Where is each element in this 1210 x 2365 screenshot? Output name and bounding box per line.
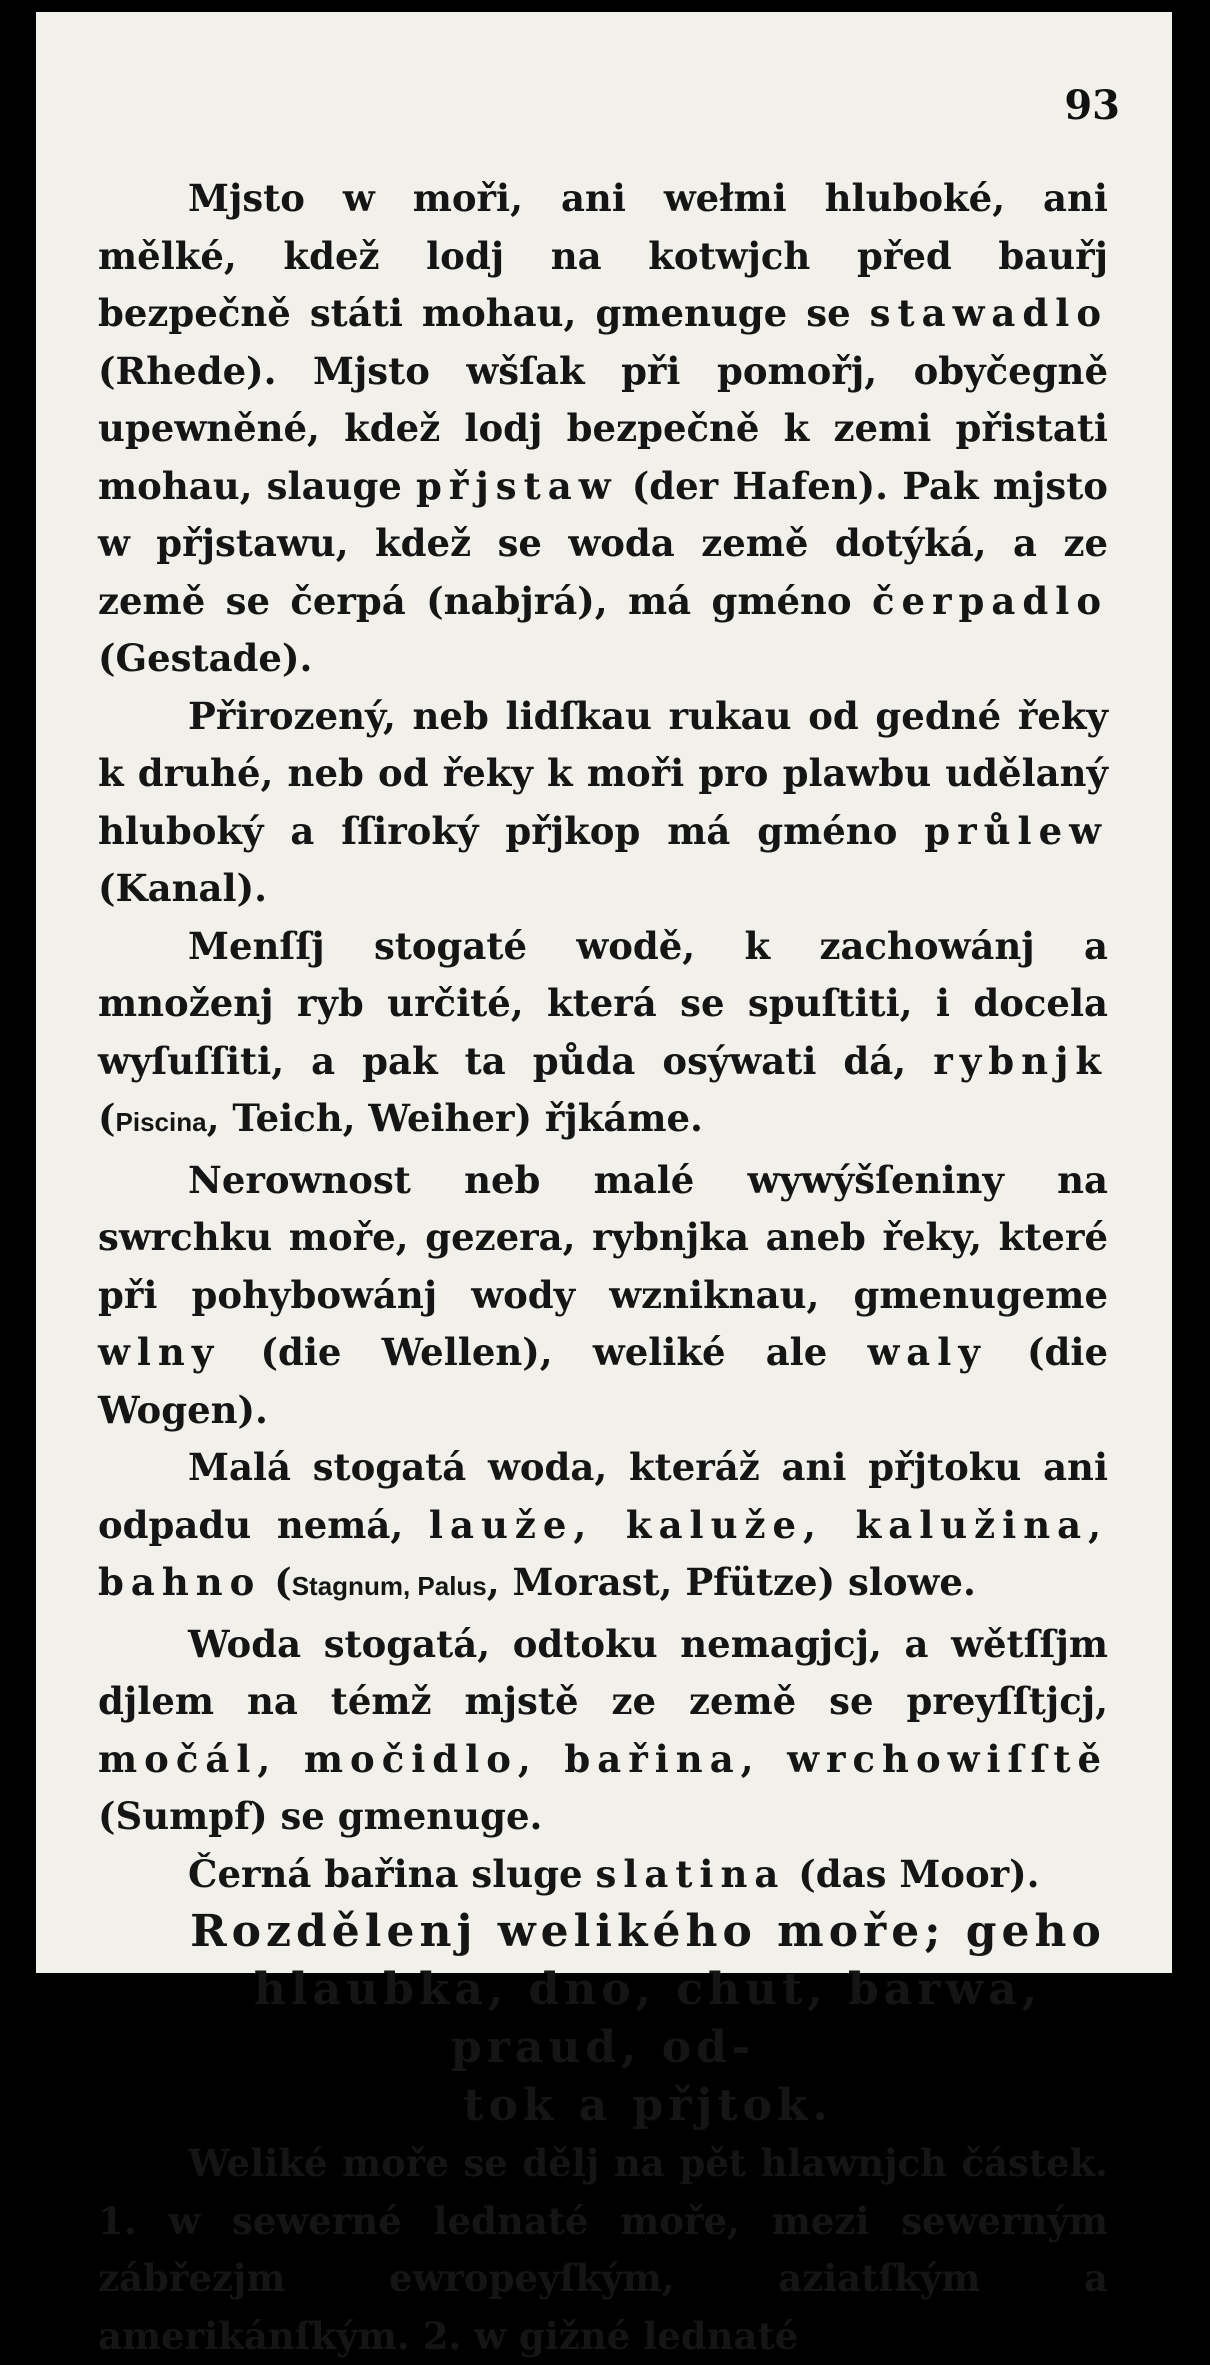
text-run: Woda stogatá, odtoku nemagjcj, a wětſſjm djlem na témž mjstě ze země se preyſſtjcj, [98, 1621, 1108, 1723]
spaced-term: lauže, kaluže, kalužina, bahno [98, 1502, 1108, 1604]
paragraph [98, 170, 1108, 688]
spaced-term: rybnjk [933, 1038, 1108, 1083]
spaced-term: wlny [98, 1330, 221, 1374]
latin-term: Stagnum, Palus [291, 1571, 487, 1601]
text-run: Černá bařina sluge [188, 1851, 596, 1896]
text-run: (Sumpf) se gmenuge. [98, 1794, 543, 1838]
section-heading [98, 1903, 1108, 2135]
text-run: ( [98, 1096, 116, 1140]
text-run: (das Moor). [785, 1851, 1040, 1896]
spaced-term: přjstaw [416, 463, 618, 508]
text-run: (Rhede). Mjsto wšſak při pomořj, obyčegně upewněné, kdež lodj bezpečně k zemi přistati mohau, slauge [98, 348, 1108, 508]
section-heading-line: Rozdělenj welikého moře; geho [190, 1906, 1106, 1957]
text-run: , Teich, Weiher) řjkáme. [206, 1096, 703, 1140]
latin-term: Piscina [115, 1107, 207, 1137]
paragraph [98, 688, 1108, 918]
text-run: Mjsto w moři, ani wełmi hluboké, ani mělké, kdež lodj na kotwjch před bauřj bezpečně státi mohau, gmenuge se [98, 176, 1108, 335]
text-run: Menſſj stogaté wodě, k zachowánj a množenj ryb určité, která se spuſtiti, i docela wyſuſſiti, a pak ta půda osýwati dá, [98, 923, 1108, 1083]
section-heading-line: tok a přjtok. [463, 2080, 833, 2131]
text-run: ( [261, 1560, 292, 1604]
spaced-term: čerpadlo [871, 578, 1108, 623]
spaced-term: slatina [595, 1851, 786, 1896]
spaced-term: průlew [924, 808, 1108, 853]
paragraph [98, 1439, 1108, 1616]
text-run: Nerownost neb malé wywýšſeniny na swrchku moře, gezera, rybnjka aneb řeky, které při pohybowánj wody wzniknau, gmenugeme [98, 1157, 1108, 1317]
text-run: (die Wellen), weliké ale [220, 1330, 868, 1374]
book-page [36, 12, 1172, 2358]
spaced-term: waly [867, 1330, 987, 1374]
paragraph [98, 2135, 1108, 2365]
paragraph [98, 1616, 1108, 1846]
text-run: Přirozený, neb lidſkau rukau od gedné řeky k druhé, neb od řeky k moři pro plawbu udělaný hluboký a ſſiroký přjkop má gméno [98, 693, 1108, 853]
text-run: Weliké moře se dělj na pět hlawnjch částek. 1. w sewerné lednaté moře, mezi sewerným zábřezjm ewropeyſkým, aziatſkým a amerikánſkým. 2. w gižné lednaté [98, 2141, 1108, 2358]
text-run: (Kanal). [98, 866, 267, 910]
paragraph [98, 918, 1108, 1152]
paragraph [98, 1152, 1108, 1440]
spaced-term: stawadlo [869, 291, 1108, 335]
spaced-term: močál, močidlo, bařina, wrchowiſſtě [98, 1736, 1108, 1781]
paragraph [98, 1846, 1108, 1904]
text-run: (Gestade). [98, 636, 313, 680]
body-text [98, 170, 1108, 2365]
text-run: , Morast, Pfütze) slowe. [486, 1560, 976, 1604]
section-heading-line: hlaubka, dno, chut, barwa, praud, od- [253, 1964, 1043, 2073]
text-run: (der Hafen). Pak mjsto w přjstawu, kdež se woda země dotýká, a ze země se čerpá (nabjrá), má gméno [98, 463, 1108, 623]
page-number: 93 [1064, 82, 1120, 129]
text-run: (die Wogen). [98, 1330, 1108, 1432]
text-run: Malá stogatá woda, kteráž ani přjtoku ani odpadu nemá, [98, 1445, 1108, 1547]
